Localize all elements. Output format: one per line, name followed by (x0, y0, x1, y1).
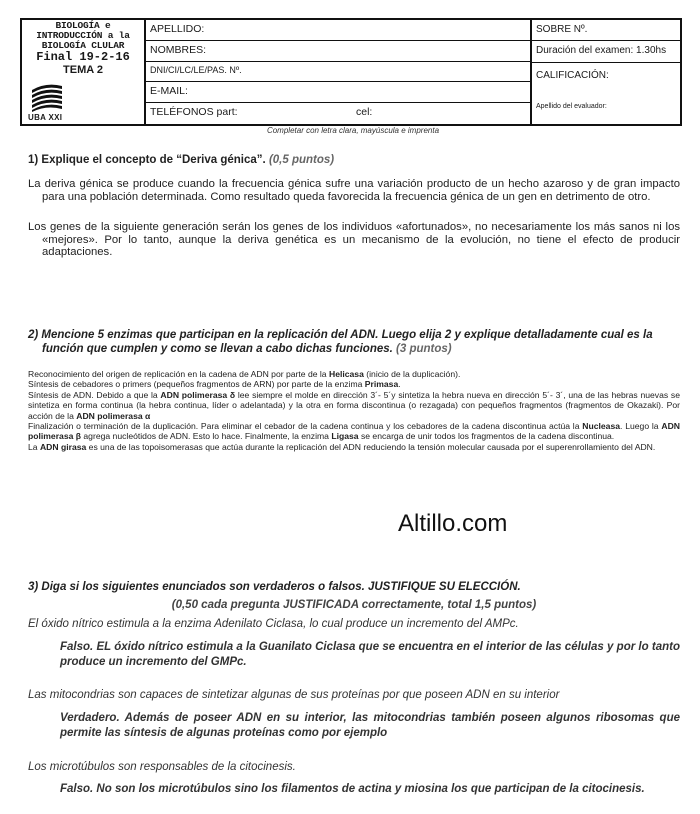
statement-1: El óxido nítrico estimula a la enzima Adenilato Ciclasa, lo cual produce un incremento del AMPc. (28, 618, 519, 630)
step-2-tail: . (398, 379, 401, 390)
label-calificacion: CALIFICACIÓN: (536, 70, 609, 81)
step-4-tail: se encarga de unir todos los fragmentos de la cadena discontinua. (358, 431, 615, 442)
step-2-text: Síntesis de cebadores o primers (pequeños fragmentos de ARN) por parte de la enzima (28, 379, 365, 390)
enzyme-helicasa: Helicasa (328, 369, 364, 379)
enzyme-primasa: Primasa (364, 379, 399, 390)
statement-3: Los microtúbulos son responsables de la citocinesis. (28, 761, 296, 773)
answer-1-paragraph-2: Los genes de la siguiente generación serán los genes de los individuos «afortunados», no necesariamente los más sanos ni los «mejores». Por lo tanto, aunque la deriva genética es un mecanismo de la evolución, no tiene el efecto de producir adaptaciones. (28, 221, 680, 258)
question-3-title: 3) Diga si los siguientes enunciados son verdaderos o falsos. JUSTIFIQUE SU ELECCIÓN. (28, 581, 521, 593)
label-sobre: SOBRE Nº. (536, 24, 588, 35)
answer-2-step-1 (28, 369, 680, 379)
course-name-line1: BIOLOGÍA e (55, 20, 111, 31)
logo-label: UBA XXI (28, 113, 63, 122)
answer-statement-1: Falso. EL óxido nítrico estimula a la Guanilato Ciclasa que se encuentra en el interior de las células y por lo tanto produce un incremento del GMPc. (60, 641, 680, 668)
step-4-mid-1: . Luego la (620, 421, 662, 432)
answer-1-paragraph-1: La deriva génica se produce cuando la frecuencia génica sufre una variación producto de un hecho azaroso y de gran impacto para una población determinada. Como resultado queda favorecida la frecuencia génica de un gen en detrimento de otro. (28, 178, 680, 203)
step-3-body: lee siempre el molde en dirección 3´- 5´y sintetiza la hebra nueva en dirección 5´- 3´, una de las hebras nuevas se sintetiza en forma continua (la hebra continua, líder o adelantada) y la otra en forma discontinua (o rezagada) con pequeños fragmentos (fragmentos de Okazaki). Por acción de la (28, 389, 680, 421)
field-dni[interactable] (146, 62, 530, 82)
field-nombres[interactable] (146, 41, 530, 62)
question-1-title (28, 153, 680, 167)
fill-instructions: Completar con letra clara, mayúscula e imprenta (266, 126, 440, 135)
label-duracion: Duración del examen: 1.30hs (536, 45, 667, 56)
step-3-text: Síntesis de ADN. Debido a que la (28, 389, 161, 400)
question-2-points: (3 puntos) (396, 343, 452, 355)
enzyme-adn-polimerasa-beta: ADN polimerasa β (28, 421, 680, 442)
step-4-mid-2: agrega nucleótidos de ADN. Esto lo hace. Finalmente, la enzima (81, 431, 332, 442)
uba-xxi-logo-icon (30, 82, 64, 112)
exam-admin-fields (530, 20, 680, 124)
enzyme-adn-polimerasa-delta: ADN polimerasa δ (160, 389, 236, 400)
answer-2-step-3 (28, 390, 680, 421)
step-1-tail: (inicio de la duplicación). (363, 369, 461, 379)
statement-2: Las mitocondrias son capaces de sintetizar algunas de sus proteínas por que poseen ADN en su interior (28, 689, 560, 701)
label-email: E-MAIL: (150, 85, 188, 97)
student-fields (146, 20, 530, 124)
label-evaluador: Apellido del evaluador: (536, 103, 607, 110)
label-cel: cel: (356, 106, 373, 118)
course-name-line3: BIOLOGÍA CLULAR (41, 40, 125, 51)
answer-2-body (28, 369, 680, 452)
exam-header-table (20, 18, 682, 126)
answer-statement-3: Falso. No son los microtúbulos sino los filamentos de actina y miosina los que participan de la citocinesis. (60, 783, 645, 795)
question-2-title (28, 328, 680, 356)
exam-date: Final 19-2-16 (36, 50, 130, 64)
enzyme-adn-polimerasa-alfa: ADN polimerasa α (76, 410, 151, 421)
step-5-text: La (28, 441, 40, 452)
watermark-text: Altillo.com (398, 510, 508, 537)
course-info-cell (22, 20, 146, 124)
step-4-text: Finalización o terminación de la duplicación. Para eliminar el cebador de la cadena continua y los cebadores de la cadena discontinua actúa la (28, 421, 583, 432)
field-sobre[interactable] (532, 20, 682, 41)
step-5-tail: es una de las topoisomerasas que actúa durante la replicación del ADN reduciendo la tensión molecular causada por el superenrollamiento del ADN. (86, 441, 656, 452)
enzyme-nucleasa: Nucleasa (582, 421, 621, 432)
step-1-text: Reconocimiento del origen de replicación en la cadena de ADN por parte de la (28, 369, 329, 379)
label-apellido: APELLIDO: (150, 23, 205, 35)
course-name-line2: INTRODUCCIÓN a la (36, 30, 130, 41)
question-1-text: 1) Explique el concepto de “Deriva génica”. (28, 154, 266, 166)
field-email[interactable] (146, 82, 530, 103)
answer-2-step-5 (28, 442, 680, 452)
answer-2-step-4 (28, 421, 680, 442)
enzyme-adn-girasa: ADN girasa (39, 441, 87, 452)
question-1-points: (0,5 puntos) (268, 154, 335, 166)
question-2-text: 2) Mencione 5 enzimas que participan en la replicación del ADN. Luego elija 2 y explique detalladamente cual es la función que cumplen y como se llevan a cabo dichas funciones. (28, 329, 653, 355)
answer-statement-2: Verdadero. Además de poseer ADN en su interior, las mitocondrias también poseen algunos ribosomas que permite las síntesis de algunas proteínas como por ejemplo (60, 712, 680, 739)
label-nombres: NOMBRES: (150, 44, 207, 56)
exam-topic: TEMA 2 (63, 64, 103, 76)
enzyme-ligasa: Ligasa (331, 431, 359, 442)
field-calificacion[interactable] (532, 63, 682, 124)
label-dni: DNI/CI/LC/LE/PAS. Nº. (150, 65, 242, 75)
field-apellido[interactable] (146, 20, 530, 41)
answer-2-step-2 (28, 379, 680, 389)
exam-duration (532, 41, 682, 63)
question-3-subtitle: (0,50 cada pregunta JUSTIFICADA correctamente, total 1,5 puntos) (171, 599, 537, 611)
label-telefonos: TELÉFONOS part: (150, 106, 238, 118)
field-telefonos[interactable] (146, 103, 530, 124)
